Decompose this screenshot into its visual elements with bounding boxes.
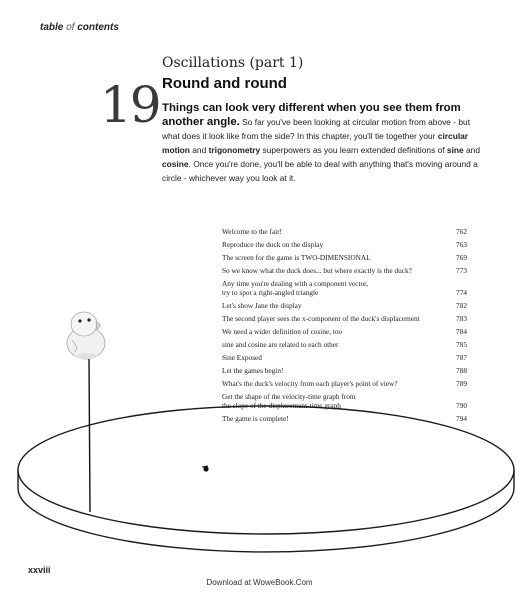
toc-entry-title: Sine Exposed <box>222 353 262 362</box>
duck-icon <box>67 312 105 359</box>
toc-entry[interactable] <box>222 253 467 262</box>
toc-entry-title: Let the games begin! <box>222 366 284 375</box>
part-title: Oscillations (part 1) <box>162 55 304 71</box>
toc-entry-title: Welcome to the fair! <box>222 227 282 236</box>
toc-entry[interactable] <box>222 379 467 388</box>
intro-bold-circular-motion: circular motion <box>162 131 469 155</box>
toc-entry-title: So we know what the duck does... but where exactly is the duck? <box>222 266 412 275</box>
toc-entry-title: Get the shape of the velocity-time graph from the slope of the displacement-time graph <box>222 392 356 410</box>
toc-entry-page: 787 <box>456 353 467 362</box>
download-footer: Download at WoweBook.Com <box>206 578 313 587</box>
toc-entry[interactable] <box>222 353 467 362</box>
running-head-prefix: table <box>40 22 64 33</box>
page-number: xxviii <box>28 565 51 575</box>
toc-entry[interactable] <box>222 414 467 423</box>
toc-entry-page: 794 <box>456 414 467 423</box>
intro-text-4: and <box>463 145 480 155</box>
toc-entry[interactable] <box>222 327 467 336</box>
intro-text-5: . Once you're done, you'll be able to deal with anything that's moving around a circle - whichever way you look at it. <box>162 159 478 183</box>
toc-entry[interactable] <box>222 227 467 236</box>
intro-text-2: and <box>189 145 209 155</box>
running-head-suffix: contents <box>77 22 119 33</box>
chapter-number: 19 <box>100 76 160 134</box>
toc-entry-title: sine and cosine are related to each other <box>222 340 339 349</box>
toc-entry-page: 790 <box>456 401 467 410</box>
toc-entry[interactable] <box>222 301 467 310</box>
turntable-disc <box>18 406 514 552</box>
toc-entry[interactable] <box>222 340 467 349</box>
intro-text-1: So far you've been looking at circular motion from above - but what does it look like from the side? In this chapter, you'll tie together your <box>162 117 471 141</box>
toc-entry-page: 762 <box>456 227 467 236</box>
toc-list <box>222 227 467 427</box>
toc-entry-page: 774 <box>456 288 467 297</box>
toc-entry-page: 783 <box>456 314 467 323</box>
toc-entry[interactable] <box>222 266 467 275</box>
toc-entry-title: We need a wider definition of cosine, too <box>222 327 343 336</box>
toc-entry-page: 763 <box>456 240 467 249</box>
toc-entry-page: 785 <box>456 340 467 349</box>
toc-entry[interactable] <box>222 314 467 323</box>
toc-entry-page: 789 <box>456 379 467 388</box>
intro-text-3: superpowers as you learn extended definitions of <box>260 145 447 155</box>
toc-entry[interactable] <box>222 366 467 375</box>
running-head-of: of <box>63 22 78 33</box>
toc-entry-title: The second player sees the x-component of the duck's displacement <box>222 314 420 323</box>
toc-entry-title: Any time you're dealing with a component vector, try to spot a right-angled triangle <box>222 279 369 297</box>
toc-entry-page: 784 <box>456 327 467 336</box>
toc-entry[interactable] <box>222 240 467 249</box>
toc-entry-page: 788 <box>456 366 467 375</box>
duck-pole <box>89 358 90 512</box>
chapter-title: Round and round <box>162 75 287 92</box>
toc-entry-page: 769 <box>456 253 467 262</box>
toc-entry[interactable] <box>222 279 467 297</box>
toc-entry-title: Reproduce the duck on the display <box>222 240 324 249</box>
toc-entry-title: Let's show Jane the display <box>222 301 302 310</box>
intro-lead: Things can look very different when you see them from another angle. <box>162 102 461 128</box>
toc-entry-title: The screen for the game is TWO-DIMENSIONAL <box>222 253 371 262</box>
intro-bold-trigonometry: trigonometry <box>208 145 261 155</box>
toc-entry-title: The game is complete! <box>222 414 289 423</box>
toc-entry[interactable] <box>222 392 467 410</box>
toc-entry-page: 782 <box>456 301 467 310</box>
intro-bold-cosine: cosine <box>162 159 189 169</box>
toc-entry-page: 773 <box>456 266 467 275</box>
intro-bold-sine: sine <box>446 145 464 155</box>
toc-entry-title: What's the duck's velocity from each player's point of view? <box>222 379 398 388</box>
